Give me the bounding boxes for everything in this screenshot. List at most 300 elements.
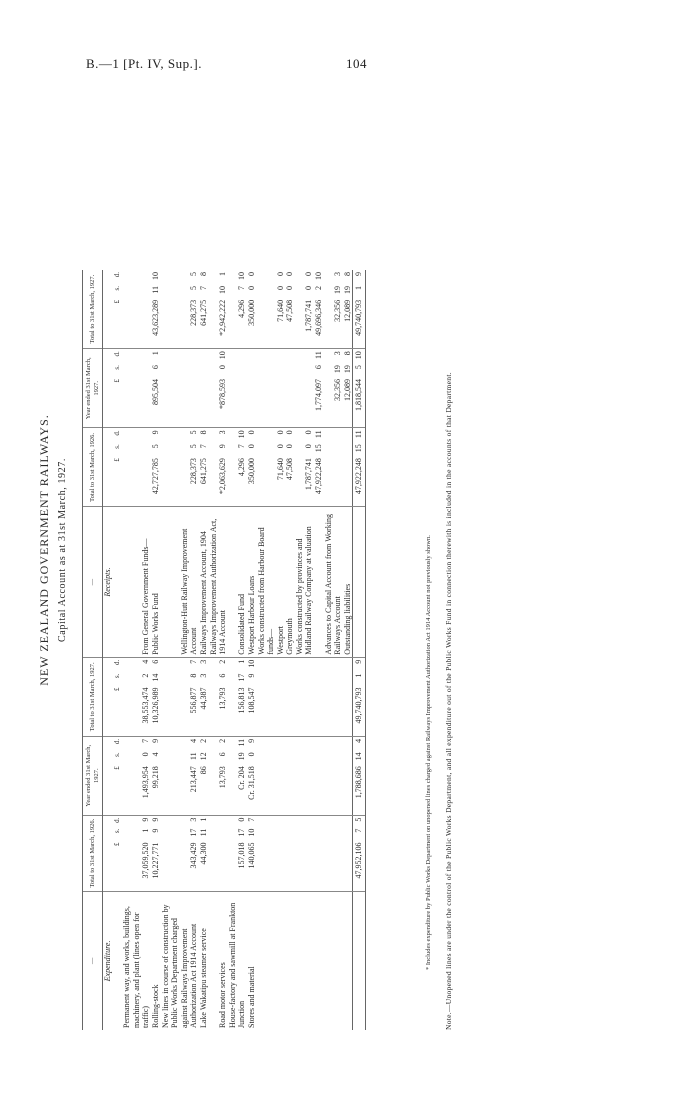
amount-cell: 12 <box>198 752 208 761</box>
amount-cell <box>257 456 276 507</box>
amount-cell: 7 <box>198 444 208 449</box>
amount-cell: 140,065 <box>247 841 257 892</box>
blank-cell <box>295 672 314 686</box>
col-total-1927-rec: Total to 31st March, 1927. <box>83 270 103 349</box>
blank-cell <box>103 672 113 686</box>
blank-cell <box>103 657 113 671</box>
blank-cell <box>343 750 353 764</box>
footnote: * Includes expenditure by Public Works Department on unopened lines charged against Railways Improvement Authorization Act 1914 Account not previously shown. <box>425 535 432 970</box>
amount-cell: 0 <box>285 444 295 449</box>
blank-cell <box>103 363 113 377</box>
amount-cell: 1 <box>141 828 151 833</box>
amount-cell: 71,640 <box>276 456 286 507</box>
table-row <box>247 270 257 1030</box>
table-row <box>314 270 324 1030</box>
amount-cell: 895,504 <box>151 377 161 428</box>
amount-cell: 11 <box>314 351 324 359</box>
amount-cell: 11 <box>150 286 160 294</box>
receipts-caption: Receipts. <box>103 507 113 657</box>
receipt-item: From General Government Funds— <box>122 507 151 657</box>
amount-cell: 0 <box>237 817 247 822</box>
amount-cell: 8 <box>189 673 199 678</box>
amount-cell: 6 <box>218 673 228 678</box>
blank-cell <box>257 764 276 815</box>
amount-cell: 15 <box>314 444 324 453</box>
blank-cell <box>103 349 113 363</box>
receipt-item: Westport Harbour Loans <box>247 507 257 657</box>
amount-cell: 9 <box>218 444 228 449</box>
receipt-item: Works constructed from Harbour Board funds— <box>257 507 276 657</box>
amount-cell <box>161 377 199 428</box>
unit-label: d. <box>112 659 121 665</box>
table-row <box>343 270 353 1030</box>
amount-cell: 11 <box>314 430 324 439</box>
blank-cell <box>103 270 113 284</box>
blank-cell <box>314 686 324 737</box>
blank-cell <box>324 841 343 892</box>
amount-cell: 2 <box>218 738 228 743</box>
receipt-item: Advances to Capital Account from Working Railways Account <box>324 507 343 657</box>
blank-cell <box>103 736 113 750</box>
col-total-1926-rec: Total to 31st March, 1926. <box>83 428 103 507</box>
amount-cell: 32,356 <box>324 298 343 349</box>
capital-account-body <box>103 270 366 1030</box>
expenditure-header: — <box>83 891 103 1030</box>
amount-cell: 10 <box>150 272 160 280</box>
blank-cell <box>343 841 353 892</box>
table-row <box>199 270 209 1030</box>
amount-cell: 9 <box>246 673 256 678</box>
amount-cell <box>343 442 353 456</box>
receipt-item: Greymouth <box>285 507 295 657</box>
amount-cell: 5 <box>189 272 199 276</box>
blank-cell <box>285 815 295 827</box>
amount-cell: 4,296 <box>228 456 247 507</box>
capital-account-sheet <box>37 70 600 1030</box>
amount-cell: 17 <box>189 828 199 837</box>
amount-cell <box>257 298 276 349</box>
amount-cell: 1 <box>237 659 247 664</box>
amount-cell: 3 <box>198 673 208 678</box>
amount-cell: 4 <box>150 752 160 757</box>
amount-cell: 0 <box>141 752 151 757</box>
amount-cell <box>343 428 353 442</box>
amount-cell: 5 <box>189 430 199 435</box>
expenditure-total-cell: 14 <box>353 750 366 764</box>
blank-cell <box>295 736 314 750</box>
expenditure-total-cell: 4 <box>353 736 366 750</box>
receipt-item: Works constructed by provinces and Midland Railway Company at valuation <box>295 507 314 657</box>
expenditure-total-cell: 1,788,686 <box>353 764 366 815</box>
amount-cell: 4 <box>189 738 199 743</box>
expenditure-total-cell: 1 <box>353 672 366 686</box>
amount-cell: 3 <box>333 272 343 276</box>
blank-cell <box>295 827 314 841</box>
expenditure-item: Lake Wakatipu steamer service <box>198 928 208 1028</box>
amount-cell <box>209 815 228 827</box>
amount-cell: 10 <box>218 286 228 295</box>
amount-cell <box>257 270 276 284</box>
amount-cell <box>257 349 276 363</box>
page-section-label: B.—1 [Pt. IV, Sup.]. <box>86 56 202 71</box>
amount-cell: 10 <box>237 272 247 280</box>
amount-cell: 7 <box>198 286 208 291</box>
amount-cell <box>199 363 209 377</box>
amount-cell: 556,877 <box>161 686 199 737</box>
blank-cell <box>295 815 314 827</box>
blank-cell <box>343 736 353 750</box>
blank-cell <box>276 657 286 671</box>
blank-cell <box>103 815 113 827</box>
blank-cell <box>285 750 295 764</box>
blank-cell <box>113 891 123 1030</box>
blank-cell <box>285 686 295 737</box>
receipts-total-cell: 49,740,793 <box>353 298 366 349</box>
amount-cell: 0 <box>246 444 256 449</box>
amount-cell: 0 <box>304 286 314 291</box>
amount-cell: 3 <box>333 351 343 356</box>
expenditure-total-cell: 9 <box>353 657 366 671</box>
blank-cell <box>285 827 295 841</box>
amount-cell <box>199 377 209 428</box>
receipt-item: Wellington-Hutt Railway Improvement Account <box>161 507 199 657</box>
amount-cell: 157,018 <box>228 841 247 892</box>
amount-cell <box>276 349 286 363</box>
expenditure-total-cell: 7 <box>353 827 366 841</box>
amount-cell: 12,089 <box>343 298 353 349</box>
amount-cell <box>228 349 247 363</box>
receipts-header: — <box>83 507 103 657</box>
unit-label: s. <box>112 828 121 834</box>
amount-cell: 6 <box>314 365 324 370</box>
unit-label: d. <box>112 738 121 745</box>
blank-cell <box>353 507 366 657</box>
amount-cell: 6 <box>218 752 228 757</box>
amount-cell: 7 <box>141 738 151 743</box>
amount-cell: 2 <box>198 738 208 743</box>
blank-cell <box>103 298 113 349</box>
blank-cell <box>285 891 295 1030</box>
amount-cell <box>276 363 286 377</box>
blank-cell <box>103 428 113 442</box>
amount-cell: 0 <box>275 444 285 449</box>
amount-cell: 7 <box>237 444 247 449</box>
blank-cell <box>324 750 343 764</box>
amount-cell: 38,553,474 <box>122 686 151 737</box>
amount-cell <box>343 456 353 507</box>
blank-cell <box>343 657 353 671</box>
amount-cell: 0 <box>275 430 285 435</box>
col-year-1927-rec: Year ended 31st March, 1927. <box>83 349 103 428</box>
amount-cell <box>295 363 314 377</box>
blank-cell <box>343 764 353 815</box>
blank-cell <box>103 284 113 298</box>
receipt-item <box>314 507 324 657</box>
expenditure-item: House-factory and sawmill at Frankton Junction <box>227 902 247 1028</box>
amount-cell: 49,696,346 <box>314 298 324 349</box>
amount-cell: 1 <box>218 272 228 276</box>
amount-cell: 32,356 <box>324 377 343 428</box>
amount-cell: 0 <box>275 286 285 291</box>
amount-cell: 9 <box>141 817 151 822</box>
blank-cell <box>343 686 353 737</box>
table-row <box>151 270 161 1030</box>
blank-cell <box>103 442 113 456</box>
receipts-total-cell: 1 <box>353 284 366 298</box>
amount-cell <box>295 349 314 363</box>
unit-label: £ <box>113 298 123 349</box>
receipt-item: Westport <box>276 507 286 657</box>
blank-cell <box>295 841 314 892</box>
amount-cell: 11 <box>189 752 199 761</box>
amount-cell: 4 <box>141 659 151 664</box>
amount-cell: 108,547 <box>247 686 257 737</box>
amount-cell: 1,774,097 <box>314 377 324 428</box>
amount-cell <box>122 270 151 284</box>
expenditure-item: Road motor services <box>218 962 228 1028</box>
expenditure-caption: Expenditure. <box>103 940 112 982</box>
amount-cell: Cr. 31,518 <box>247 764 257 815</box>
blank-cell <box>343 672 353 686</box>
blank-cell <box>257 827 276 841</box>
blank-cell <box>276 891 286 1030</box>
receipt-item: Railways Improvement Authorization Act, 1914 Account <box>209 507 228 657</box>
blank-cell <box>276 672 286 686</box>
amount-cell: *2,063,629 <box>209 456 228 507</box>
capital-account-table <box>82 270 366 1030</box>
totals-row <box>353 270 366 1030</box>
blank-cell <box>276 736 286 750</box>
receipt-item: Public Works Fund <box>151 507 161 657</box>
amount-cell <box>324 442 343 456</box>
blank-cell <box>343 827 353 841</box>
blank-cell <box>295 686 314 737</box>
amount-cell: 3 <box>189 817 199 822</box>
amount-cell: 11 <box>198 828 208 837</box>
amount-cell: 10 <box>246 828 256 837</box>
unit-label: £ <box>113 841 123 892</box>
blank-cell <box>285 657 295 671</box>
amount-cell: 99,218 <box>151 764 161 815</box>
blank-cell <box>103 377 113 428</box>
page-number: 104 <box>346 56 367 71</box>
amount-cell <box>257 442 276 456</box>
unit-label: d. <box>112 351 121 357</box>
table-row <box>324 270 343 1030</box>
amount-cell: 6 <box>150 659 160 664</box>
unit-label: d. <box>112 430 121 436</box>
amount-cell: 0 <box>304 444 314 449</box>
unit-label: d. <box>112 272 121 278</box>
amount-cell: 10 <box>237 430 247 439</box>
unit-label: s. <box>112 286 121 291</box>
amount-cell: 641,275 <box>199 456 209 507</box>
amount-cell: 2 <box>314 286 324 291</box>
table-row <box>276 270 286 1030</box>
amount-cell: 7 <box>189 659 199 664</box>
amount-cell: 9 <box>150 828 160 833</box>
amount-cell <box>247 363 257 377</box>
blank-cell <box>103 456 113 507</box>
amount-cell <box>276 377 286 428</box>
blank-cell <box>324 672 343 686</box>
blank-cell <box>276 686 286 737</box>
amount-cell: 350,000 <box>247 456 257 507</box>
amount-cell <box>122 284 151 298</box>
blank-cell <box>257 750 276 764</box>
amount-cell: 343,429 <box>161 841 199 892</box>
expenditure-total-cell: 49,740,793 <box>353 686 366 737</box>
amount-cell <box>257 284 276 298</box>
amount-cell: 350,000 <box>247 298 257 349</box>
amount-cell <box>209 841 228 892</box>
amount-cell <box>122 363 151 377</box>
amount-cell <box>122 298 151 349</box>
blank-cell <box>285 736 295 750</box>
blank-cell <box>314 657 324 671</box>
amount-cell <box>285 377 295 428</box>
amount-cell: *878,593 <box>209 377 228 428</box>
amount-cell: 19 <box>342 286 352 295</box>
unit-label: £ <box>113 456 123 507</box>
amount-cell <box>122 456 151 507</box>
amount-cell: 13,793 <box>209 764 228 815</box>
amount-cell <box>295 377 314 428</box>
blank-cell <box>285 672 295 686</box>
table-row <box>122 270 151 1030</box>
amount-cell <box>122 349 151 363</box>
amount-cell: 13,793 <box>209 686 228 737</box>
amount-cell: 7 <box>246 817 256 822</box>
blank-cell <box>314 750 324 764</box>
blank-cell <box>314 891 324 1030</box>
receipt-item: Outstanding liabilities <box>343 507 353 657</box>
receipts-total-cell: 11 <box>353 428 366 442</box>
blank-cell <box>353 891 366 1030</box>
amount-cell <box>247 377 257 428</box>
amount-cell: 11 <box>237 738 247 747</box>
unit-label: £ <box>113 764 123 815</box>
amount-cell: 7 <box>237 286 247 291</box>
blank-cell <box>314 827 324 841</box>
blank-cell <box>314 764 324 815</box>
amount-cell: 19 <box>333 286 343 295</box>
amount-cell: 19 <box>237 752 247 761</box>
amount-cell: 5 <box>150 444 160 449</box>
amount-cell: 0 <box>246 752 256 757</box>
amount-cell: 9 <box>150 738 160 743</box>
amount-cell: 10 <box>246 659 256 668</box>
amount-cell <box>285 363 295 377</box>
blank-cell <box>324 736 343 750</box>
amount-cell: 8 <box>342 351 352 356</box>
amount-cell <box>122 442 151 456</box>
amount-cell <box>257 428 276 442</box>
table-row <box>209 270 228 1030</box>
amount-cell: *2,942,222 <box>209 298 228 349</box>
blank-cell <box>324 686 343 737</box>
col-total-1926-exp: Total to 31st March, 1926. <box>83 815 103 891</box>
amount-cell: 3 <box>198 659 208 664</box>
amount-cell: 8 <box>198 272 208 276</box>
blank-cell <box>324 891 343 1030</box>
receipts-total-cell: 15 <box>353 442 366 456</box>
blank-cell <box>276 815 286 827</box>
amount-cell: 0 <box>285 430 295 435</box>
amount-cell: 86 <box>199 764 209 815</box>
blank-cell <box>343 815 353 827</box>
amount-cell: 3 <box>218 430 228 435</box>
table-row <box>161 270 199 1030</box>
col-total-1927-exp: Total to 31st March, 1927. <box>83 657 103 736</box>
expenditure-item: Stores and material <box>246 966 256 1028</box>
blank-cell <box>103 686 113 737</box>
blank-cell <box>276 764 286 815</box>
blank-cell <box>295 891 314 1030</box>
amount-cell: 156,813 <box>228 686 247 737</box>
amount-cell: 213,447 <box>161 764 199 815</box>
receipts-total-cell: 9 <box>353 270 366 284</box>
blank-cell <box>257 736 276 750</box>
amount-cell: Cr. 204 <box>228 764 247 815</box>
blank-cell <box>276 827 286 841</box>
blank-cell <box>257 815 276 827</box>
unit-label: d. <box>112 817 121 823</box>
amount-cell: 8 <box>342 272 352 276</box>
amount-cell <box>324 428 343 442</box>
amount-cell: 228,373 <box>161 456 199 507</box>
amount-cell <box>161 349 199 363</box>
amount-cell: 2 <box>218 659 228 664</box>
amount-cell: 0 <box>246 286 256 291</box>
document-title: NEW ZEALAND GOVERNMENT RAILWAYS. <box>37 414 51 686</box>
amount-cell: 0 <box>285 286 295 291</box>
amount-cell <box>285 349 295 363</box>
amount-cell <box>228 363 247 377</box>
amount-cell: 2 <box>141 673 151 678</box>
amount-cell: 12,089 <box>343 377 353 428</box>
amount-cell: 9 <box>246 738 256 743</box>
amount-cell: 43,623,289 <box>151 298 161 349</box>
amount-cell: 10,227,771 <box>151 841 161 892</box>
expenditure-item: Rolling-stock <box>150 984 160 1028</box>
amount-cell: 5 <box>189 444 199 449</box>
expenditure-total-cell: 47,952,106 <box>353 841 366 892</box>
blank-cell <box>314 815 324 827</box>
amount-cell: 19 <box>333 365 343 374</box>
amount-cell <box>257 363 276 377</box>
amount-cell: 37,059,520 <box>122 841 151 892</box>
amount-cell: 9 <box>150 817 160 822</box>
blank-cell <box>343 891 353 1030</box>
amount-cell: 14 <box>150 673 160 682</box>
blank-cell <box>285 841 295 892</box>
blank-cell <box>324 815 343 827</box>
expenditure-item: New lines in course of construction by Public Works Department charged against Railways Improvement Authorization Act 1914 Account <box>160 904 199 1028</box>
unit-label: s. <box>112 752 121 757</box>
note: Note.—Unopened lines are under the control of the Public Works Department, and all expenditure out of the Public Works Fund in connection therewith is included in the accounts of that Department. <box>444 372 453 1030</box>
table-row <box>285 270 295 1030</box>
amount-cell: 10,326,989 <box>151 686 161 737</box>
caption-row <box>103 270 113 1030</box>
blank-cell <box>314 736 324 750</box>
blank-cell <box>285 764 295 815</box>
amount-cell <box>161 363 199 377</box>
amount-cell: 0 <box>304 272 314 276</box>
amount-cell: 17 <box>237 673 247 682</box>
amount-cell: 0 <box>218 365 228 370</box>
amount-cell: 47,508 <box>285 298 295 349</box>
